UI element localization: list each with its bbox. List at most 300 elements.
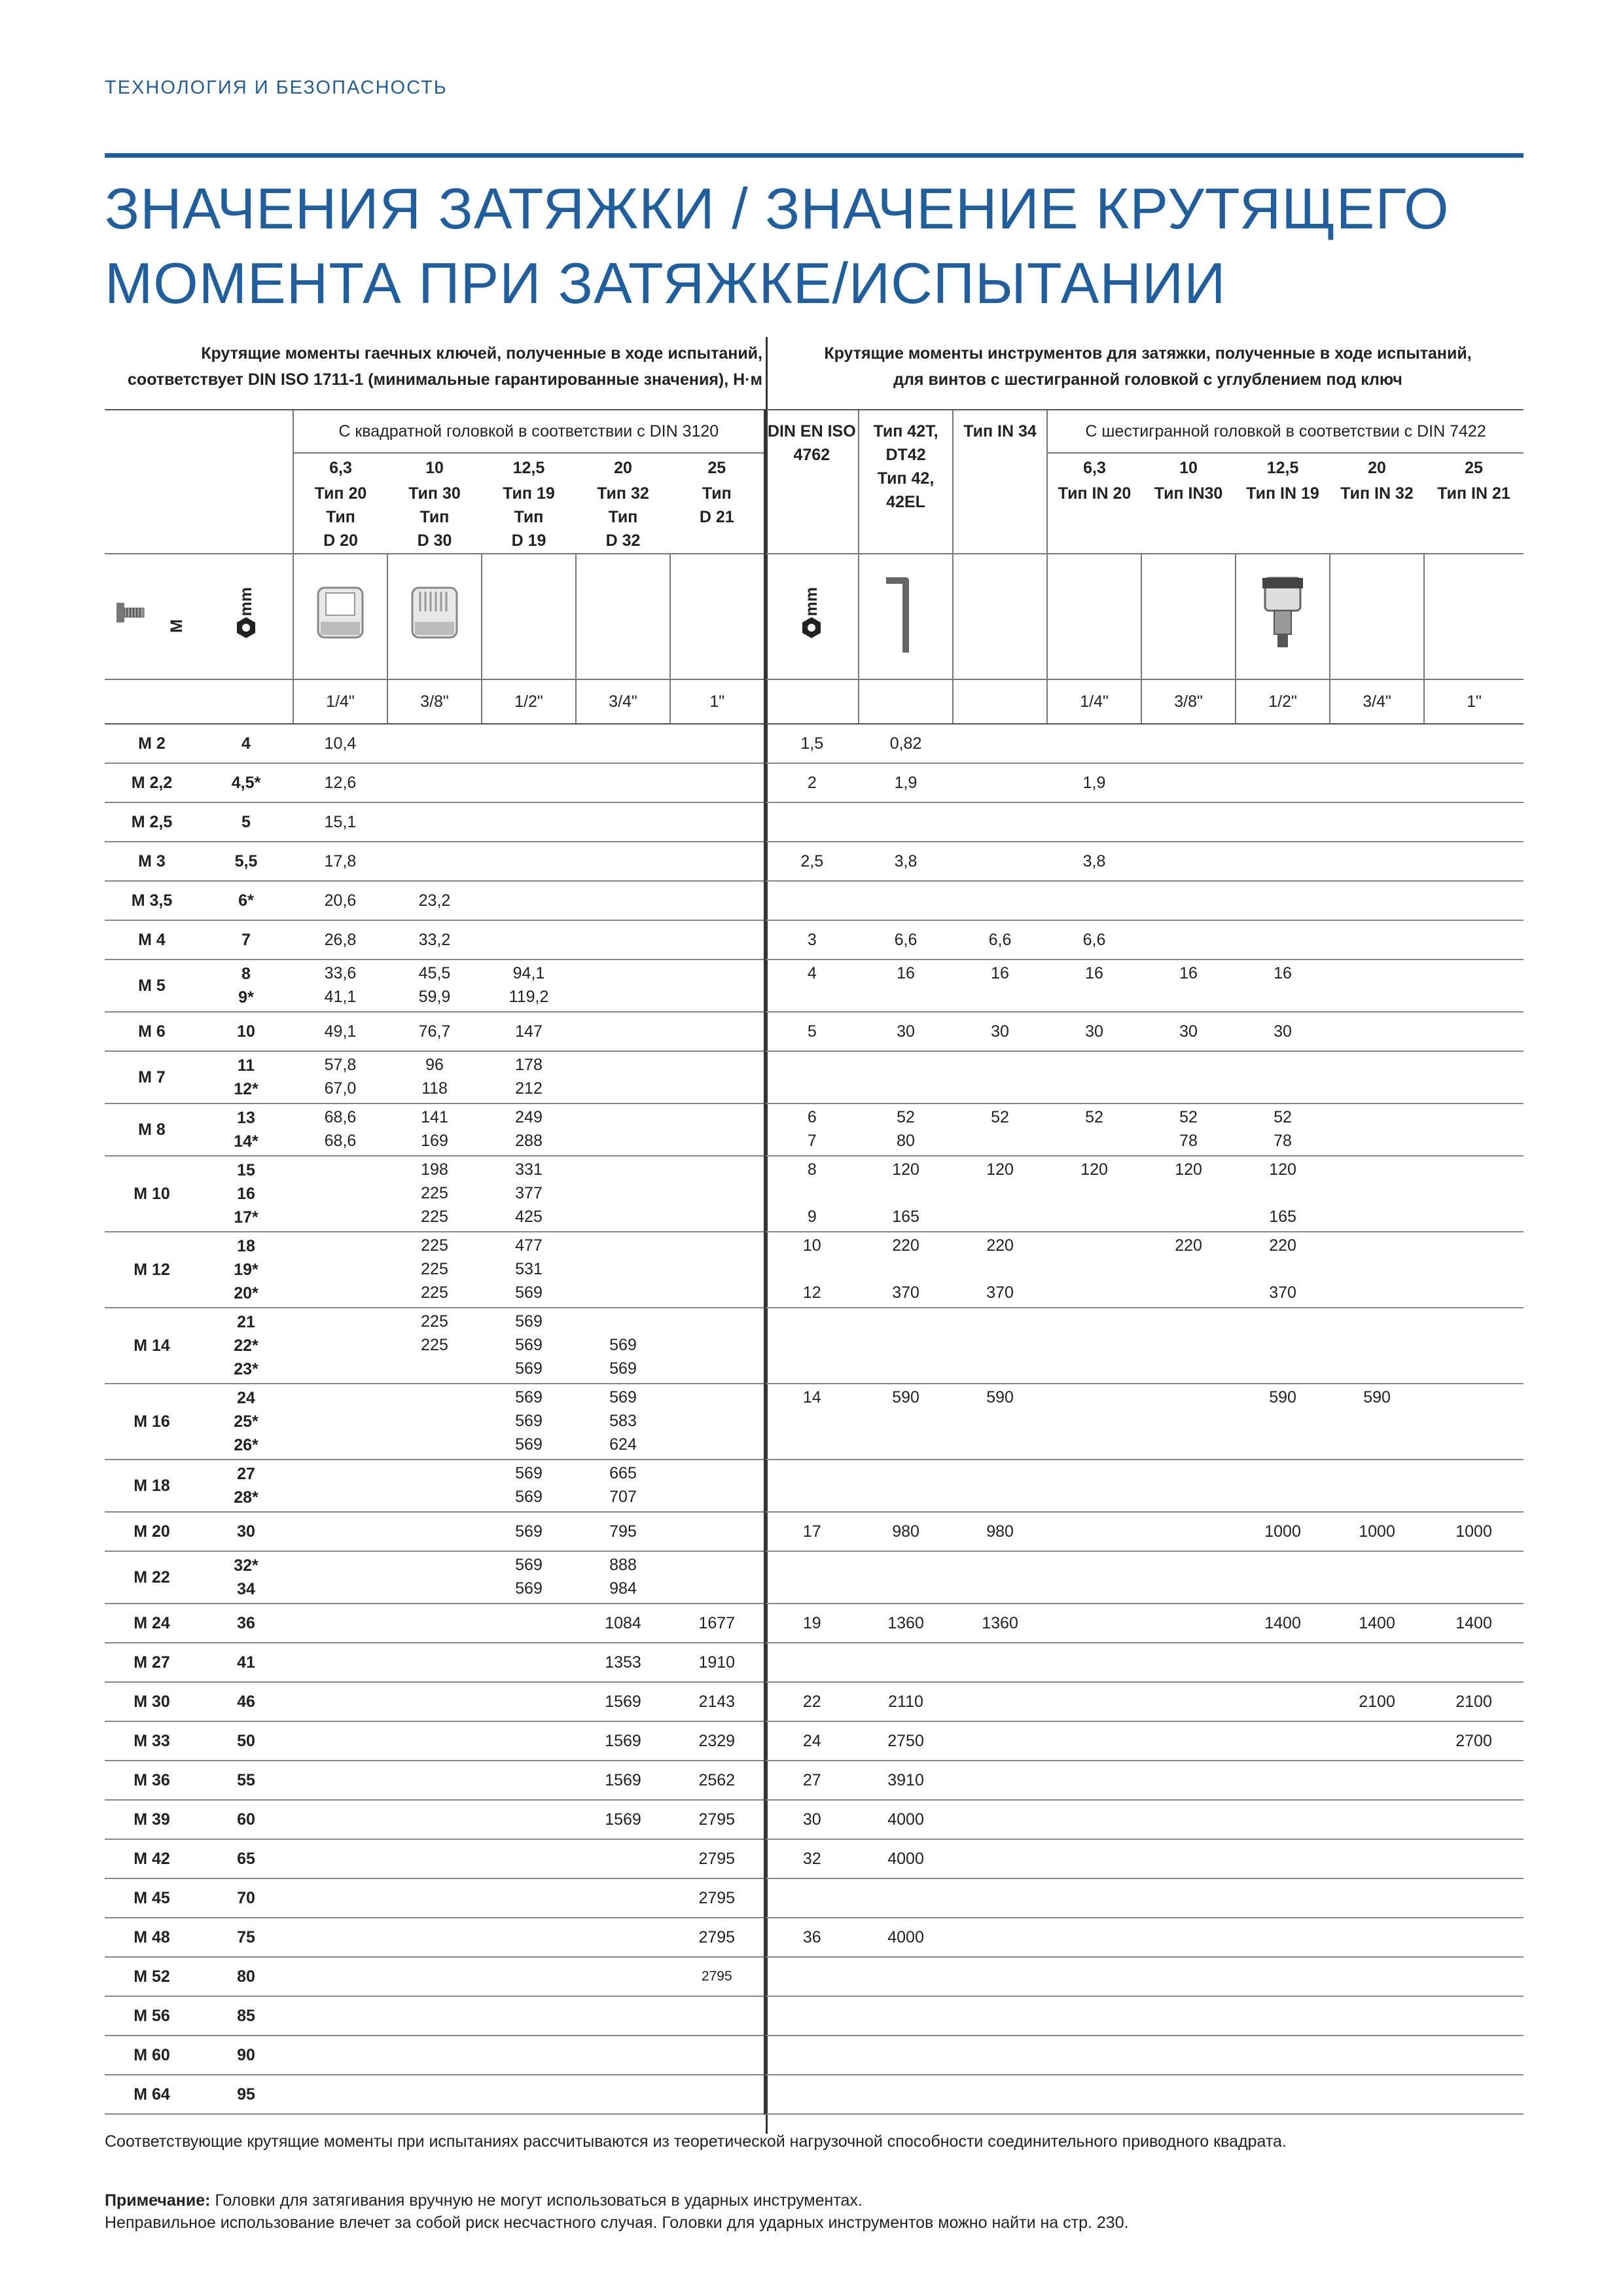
table-row [105,763,1524,802]
cell-value [766,1257,859,1281]
cell-value: 0,82 [889,734,922,753]
type42-torque [859,1604,953,1643]
left-torque-4 [670,881,764,920]
left-torque-3 [576,1800,670,1839]
cell-value: 569 [515,1388,543,1407]
right-torque-3 [1330,1012,1424,1051]
socket-icon [408,628,461,647]
type42-torque [859,2036,953,2075]
left-torque-1 [387,1643,482,1682]
cell-value: 24 [237,1389,255,1407]
right-torque-0 [1047,1839,1141,1878]
left-type-2: Тип 19 Тип D 19 [503,484,555,550]
cell-value: 590 [892,1388,919,1407]
wrench-size [199,1384,293,1460]
cell-value: 1400 [1455,1614,1492,1632]
cell-value: 1400 [1264,1614,1301,1632]
cell-value: 33,6 [324,964,357,982]
cell-value: 7 [241,931,251,949]
left-torque-1 [387,1996,482,2036]
right-torque-4 [1424,2075,1524,2114]
right-torque-3 [1330,1996,1424,2036]
cell-value [859,1181,953,1205]
left-torque-4 [670,1839,764,1878]
cell-value: 5 [807,1022,817,1041]
iso-size [764,920,859,960]
left-torque-3 [576,1957,670,1996]
left-torque-3 [576,1643,670,1682]
type-42-header: Тип 42T, DT42 Тип 42, 42EL [859,410,953,554]
hex-key-icon-cell [859,554,953,679]
table-row [105,1384,1524,1460]
cell-value: 65 [237,1850,255,1868]
left-torque-3 [576,1761,670,1800]
left-torque-4 [670,1800,764,1839]
left-torque-2 [482,1761,576,1800]
right-torque-3 [1330,842,1424,881]
cell-value: 569 [515,1312,543,1331]
cell-value: 52 [1274,1108,1292,1126]
right-torque-3 [1330,1918,1424,1957]
cell-value: 569 [609,1359,637,1378]
cell-value: 4000 [887,1850,924,1868]
wrench-size [199,1051,293,1103]
table-row [105,881,1524,920]
left-torque-1 [387,1156,482,1232]
wrench-size [199,1996,293,2036]
cell-value: 59,9 [418,988,451,1006]
type42-torque [859,842,953,881]
wrench-size [199,1957,293,1996]
right-torque-0 [1047,1551,1141,1604]
left-torque-2 [482,1839,576,1878]
right-torque-4 [1424,2036,1524,2075]
thread-size: M 2,5 [105,802,199,842]
right-torque-1 [1141,2036,1236,2075]
left-torque-1 [387,1761,482,1800]
cell-value: 624 [609,1435,637,1454]
right-torque-0 [1047,1957,1141,1996]
right-torque-0 [1047,724,1141,763]
cell-value: 1,5 [800,734,824,753]
cell-value: 6* [238,891,254,910]
cell-value: 3,8 [894,852,918,870]
cell-value: 96 [425,1056,444,1074]
cell-value: 5 [241,813,251,831]
mm-label: mm [802,586,821,617]
left-torque-2 [482,763,576,802]
right-torque-2 [1236,1996,1330,2036]
left-size-2: 12,5 [512,458,545,477]
right-torque-1 [1141,1012,1236,1051]
cell-value: 569 [515,1522,543,1541]
left-type-3: Тип 32 Тип D 32 [597,484,649,550]
right-torque-4 [1424,1460,1524,1512]
left-torque-2 [482,1103,576,1156]
iso-size [764,1051,859,1103]
bolt-icon-cell [105,554,199,679]
cell-value: 1569 [605,1810,641,1829]
right-torque-3 [1330,1839,1424,1878]
left-torque-2 [482,1643,576,1682]
cell-value: 120 [1175,1160,1202,1179]
right-torque-2 [1236,1878,1330,1918]
right-torque-0 [1047,1051,1141,1103]
thread-size: M 52 [105,1957,199,1996]
cell-value: 531 [515,1260,543,1278]
left-torque-4 [670,1156,764,1232]
left-size-4: 25 [707,458,726,477]
right-torque-0 [1047,1643,1141,1682]
left-torque-1 [387,1103,482,1156]
thread-size: M 16 [105,1384,199,1460]
cell-value: 55 [237,1771,255,1789]
thread-size: M 5 [105,960,199,1012]
icon-row [105,554,1524,679]
cell-value: 2100 [1359,1693,1395,1711]
wrench-size [199,1232,293,1308]
cell-value: 165 [892,1208,919,1226]
table-row [105,1761,1524,1800]
right-torque-3 [1330,1800,1424,1839]
title-line-2: МОМЕНТА ПРИ ЗАТЯЖКЕ/ИСПЫТАНИИ [105,251,1226,315]
left-torque-1 [387,2036,482,2075]
type42-torque [859,1512,953,1551]
right-torque-1 [1141,1800,1236,1839]
cell-value: 27 [237,1465,255,1483]
right-torque-4 [1424,1957,1524,1996]
right-torque-1 [1141,1839,1236,1878]
in34-torque [953,920,1047,960]
left-torque-1 [387,724,482,763]
thread-size: M 60 [105,2036,199,2075]
cell-value: 1084 [605,1614,641,1632]
right-torque-3 [1330,1643,1424,1682]
left-torque-3 [576,842,670,881]
cell-value: 1000 [1264,1522,1301,1541]
thread-size: M 48 [105,1918,199,1957]
in34-torque [953,1512,1047,1551]
left-drive-1: 3/8" [387,679,482,724]
table-row [105,1103,1524,1156]
cell-value: 225 [421,1236,448,1255]
wrench-size [199,1012,293,1051]
cell-value: 20,6 [324,891,357,910]
cell-value: 249 [515,1108,543,1126]
right-torque-0 [1047,1761,1141,1800]
socket-1-4-icon-cell [293,554,387,679]
right-torque-2 [1236,2075,1330,2114]
left-size-0: 6,3 [293,453,387,482]
iso-size [764,1996,859,2036]
cell-value: 85 [237,2007,255,2025]
left-torque-4 [670,1918,764,1957]
left-torque-2 [482,1996,576,2036]
cell-value: 2562 [698,1771,736,1789]
cell-value: 36 [802,1928,821,1946]
type42-torque [859,1996,953,2036]
note-text: Головки для затягивания вручную не могут использоваться в ударных инструментах. [215,2191,863,2210]
wrench-size [199,1460,293,1512]
wrench-size [199,1643,293,1682]
iso-size [764,1308,859,1384]
wrench-size [199,763,293,802]
type42-torque [859,920,953,960]
left-torque-4 [670,1232,764,1308]
left-torque-2 [482,1957,576,1996]
wrench-size [199,1761,293,1800]
iso-size [764,2075,859,2114]
cell-value: 569 [515,1359,543,1378]
table-row [105,802,1524,842]
cell-value: 23,2 [418,891,451,910]
cell-value [953,1257,1047,1281]
cell-value: 24 [802,1732,821,1750]
cell-value: 28* [234,1488,259,1507]
right-torque-2 [1236,1512,1330,1551]
left-torque-1 [387,1918,482,1957]
table-row [105,1308,1524,1384]
cell-value: 80 [897,1132,915,1150]
cell-value: 52 [1179,1108,1198,1126]
iso-size [764,1460,859,1512]
cell-value: 1000 [1455,1522,1492,1541]
left-torque-2 [482,1800,576,1839]
right-torque-2 [1236,1918,1330,1957]
left-torque-4 [670,1957,764,1996]
table-row [105,1878,1524,1918]
torque-table [105,409,1524,2115]
thread-size: M 45 [105,1878,199,1918]
left-torque-0 [293,763,387,802]
right-torque-2 [1236,1051,1330,1103]
in34-torque [953,1156,1047,1232]
in34-torque [953,802,1047,842]
cell-value: 120 [892,1160,919,1179]
right-torque-2 [1236,1551,1330,1604]
table-row [105,920,1524,960]
cell-value: 12 [802,1283,821,1302]
right-header-line-1: Крутящие моменты инструментов для затяжки, полученные в ходе испытаний, [824,344,1472,363]
left-group-label: С квадратной головкой в соответствии с DIN 3120 [293,410,764,453]
in34-torque [953,1682,1047,1721]
left-torque-0 [293,1682,387,1721]
cell-value: 10,4 [324,734,357,753]
cell-value: 1,9 [1082,774,1106,792]
iso-size [764,802,859,842]
left-torque-3 [576,1512,670,1551]
thread-size: M 27 [105,1643,199,1682]
cell-value: 10 [802,1236,821,1255]
right-torque-4 [1424,1996,1524,2036]
right-torque-2 [1236,1761,1330,1800]
cell-value: 198 [421,1160,448,1179]
thread-size: M 3,5 [105,881,199,920]
right-torque-4 [1424,842,1524,881]
cell-value: 14 [802,1388,821,1407]
left-header-line-1: Крутящие моменты гаечных ключей, полученные в ходе испытаний, [201,344,762,363]
left-torque-2 [482,1308,576,1384]
left-torque-2 [482,881,576,920]
right-torque-0 [1047,1996,1141,2036]
cell-value: 68,6 [324,1108,357,1126]
iso-size [764,1918,859,1957]
cell-value: 2700 [1455,1732,1492,1750]
left-torque-0 [293,1800,387,1839]
cell-value: 569 [609,1336,637,1354]
right-torque-4 [1424,1232,1524,1308]
left-torque-0 [293,1918,387,1957]
right-torque-0 [1047,802,1141,842]
right-torque-0 [1047,842,1141,881]
right-torque-4 [1424,1156,1524,1232]
right-torque-2 [1236,1800,1330,1839]
right-torque-3 [1330,1551,1424,1604]
thread-size: M 7 [105,1051,199,1103]
right-type-3: Тип IN 32 [1340,484,1414,503]
cell-value: 12* [234,1080,259,1098]
left-torque-0 [293,1384,387,1460]
iso-size [764,2036,859,2075]
cell-value: 590 [1269,1388,1296,1407]
cell-value: 220 [986,1236,1014,1255]
left-table-header [105,340,762,393]
cell-value: 30 [991,1022,1009,1041]
right-torque-4 [1424,1918,1524,1957]
right-torque-1 [1141,842,1236,881]
cell-value: 16 [1085,964,1103,982]
right-torque-4 [1424,1721,1524,1761]
cell-value: 1000 [1359,1522,1395,1541]
left-torque-2 [482,1232,576,1308]
title-line-1: ЗНАЧЕНИЯ ЗАТЯЖКИ / ЗНАЧЕНИЕ КРУТЯЩЕГО [105,176,1450,241]
iso-size [764,724,859,763]
left-torque-0 [293,1103,387,1156]
left-torque-0 [293,802,387,842]
left-torque-0 [293,1643,387,1682]
right-torque-1 [1141,2075,1236,2114]
table-row [105,842,1524,881]
iso-size [764,763,859,802]
left-torque-1 [387,881,482,920]
left-torque-2 [482,1721,576,1761]
hex-bit-socket-icon [1260,638,1306,656]
right-group-label: С шестигранной головкой в соответствии с DIN 7422 [1047,410,1524,453]
note-label: Примечание: [105,2191,211,2210]
left-torque-3 [576,724,670,763]
table-row [105,1156,1524,1232]
cell-value: 2100 [1455,1693,1492,1711]
wrench-size [199,1604,293,1643]
left-torque-3 [576,1232,670,1308]
hex-bit-socket-icon-cell [1236,554,1330,679]
right-torque-0 [1047,1878,1141,1918]
left-header-line-2: соответствует DIN ISO 1711-1 (минимальные гарантированные значения), Н·м [128,370,762,389]
right-torque-0 [1047,1012,1141,1051]
right-torque-4 [1424,1308,1524,1384]
cell-value: 95 [237,2085,255,2104]
cell-value: 19 [802,1614,821,1632]
right-torque-3 [1330,2036,1424,2075]
left-torque-0 [293,1761,387,1800]
left-drive-3: 3/4" [576,679,670,724]
cell-value: 225 [421,1283,448,1302]
left-torque-1 [387,1604,482,1643]
cell-value: 70 [237,1889,255,1907]
right-torque-4 [1424,763,1524,802]
left-torque-1 [387,1957,482,1996]
left-torque-3 [576,1308,670,1384]
left-torque-0 [293,2075,387,2114]
in34-torque [953,1051,1047,1103]
iso-mm-cell [764,554,859,679]
left-type-4: Тип D 21 [699,484,734,526]
left-torque-4 [670,1996,764,2036]
cell-value: 27 [802,1771,821,1789]
left-torque-4 [670,842,764,881]
cell-value: 17 [802,1522,821,1541]
left-torque-0 [293,1460,387,1512]
table-row [105,1232,1524,1308]
left-torque-2 [482,1682,576,1721]
right-torque-4 [1424,1682,1524,1721]
thread-size: M 39 [105,1800,199,1839]
cell-value: 6,6 [988,931,1012,949]
cell-value: 9* [238,988,254,1007]
cell-value: 1569 [605,1732,641,1750]
type42-torque [859,1643,953,1682]
right-torque-1 [1141,960,1236,1012]
in34-torque [953,724,1047,763]
table-row [105,1682,1524,1721]
type42-torque [859,1384,953,1460]
cell-value: 30 [1085,1022,1103,1041]
cell-value: 33,2 [418,931,451,949]
left-torque-1 [387,1232,482,1308]
table-row [105,1643,1524,1682]
left-torque-4 [670,1012,764,1051]
cell-value: 23* [234,1360,259,1378]
right-torque-4 [1424,1384,1524,1460]
right-torque-4 [1424,1839,1524,1878]
right-torque-3 [1330,1156,1424,1232]
left-torque-1 [387,763,482,802]
left-torque-0 [293,1996,387,2036]
type42-torque [859,1839,953,1878]
right-header-line-2: для винтов с шестигранной головкой с углублением под ключ [893,370,1402,389]
in34-torque [953,960,1047,1012]
right-drive-0: 1/4" [1047,679,1141,724]
in34-torque [953,881,1047,920]
right-torque-0 [1047,1800,1141,1839]
cell-value: 4000 [887,1810,924,1829]
in34-torque [953,1996,1047,2036]
thread-size: M 4 [105,920,199,960]
cell-value: 16 [1274,964,1292,982]
section-label: ТЕХНОЛОГИЯ И БЕЗОПАСНОСТЬ [105,77,448,98]
right-torque-1 [1141,1996,1236,2036]
right-torque-3 [1330,1232,1424,1308]
left-torque-3 [576,1604,670,1643]
left-torque-1 [387,1721,482,1761]
cell-value [576,1310,670,1333]
right-torque-1 [1141,1878,1236,1918]
left-torque-2 [482,724,576,763]
cell-value: 2795 [701,1969,732,1984]
cell-value: 3,8 [1082,852,1106,870]
cell-value: 12,6 [324,774,357,792]
left-torque-4 [670,1604,764,1643]
